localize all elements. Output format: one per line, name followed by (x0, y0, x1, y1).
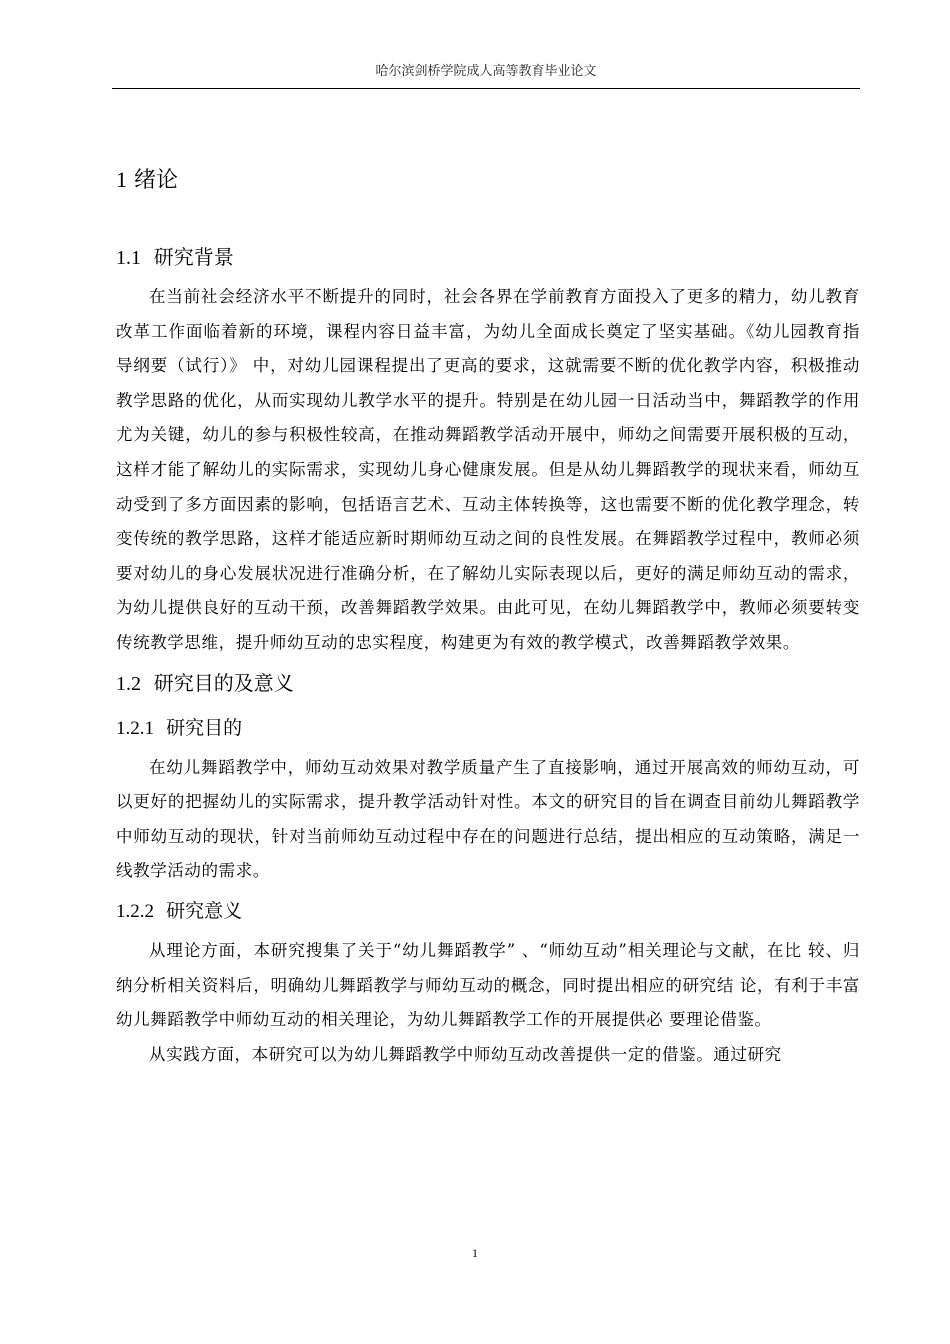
section-heading-1-1 (116, 237, 860, 278)
subsection-heading-1-2-1 (116, 708, 860, 749)
subsection-number: 1.2.2 (116, 900, 154, 922)
section-title: 研究背景 (153, 245, 234, 269)
purpose-paragraph: 在幼儿舞蹈教学中，师幼互动效果对教学质量产生了直接影响，通过开展高效的师幼互动，可以更好的把握幼儿的实际需求，提升教学活动针对性。本文的研究目的旨在调查目前幼儿舞蹈教学中师幼互动的现状，针对当前师幼互动过程中存在的问题进行总结，提出相应的互动策略，满足一线教学活动的需求。 (116, 757, 860, 881)
subsection-title: 研究意义 (166, 899, 243, 922)
subsection-number: 1.2.1 (116, 717, 154, 739)
section-heading-1-2 (116, 663, 860, 704)
section-number: 1.2 (116, 672, 141, 695)
section-title: 研究目的及意义 (153, 670, 294, 695)
subsection-title: 研究目的 (166, 716, 243, 739)
header-rule (112, 88, 860, 89)
chapter-title: 绪论 (134, 168, 179, 193)
section-number: 1.1 (116, 247, 141, 269)
document-body (116, 160, 860, 1072)
significance-paragraph-theory: 从理论方面，本研究搜集了关于“幼儿舞蹈教学” 、“师幼互动”相关理论与文献，在比 较、归纳分析相关资料后，明确幼儿舞蹈教学与师幼互动的概念，同时提出相应的研究结 论，有利于丰富幼儿舞蹈教学中师幼互动的相关理论，为幼儿舞蹈教学工作的开展提供必 要理论借鉴。 (116, 940, 860, 1030)
chapter-heading (116, 160, 860, 201)
page-number: 1 (472, 1246, 478, 1260)
significance-paragraph-practice: 从实践方面，本研究可以为幼儿舞蹈教学中师幼互动改善提供一定的借鉴。通过研究 (149, 1044, 782, 1064)
running-header: 哈尔滨剑桥学院成人高等教育毕业论文 (375, 64, 597, 79)
subsection-heading-1-2-2 (116, 891, 860, 932)
chapter-number: 1 (116, 167, 127, 192)
background-paragraph: 在当前社会经济水平不断提升的同时，社会各界在学前教育方面投入了更多的精力，幼儿教育改革工作面临着新的环境，课程内容日益丰富，为幼儿全面成长奠定了坚实基础。《幼儿园教育指导纲要（试行）》 中，对幼儿园课程提出了更高的要求，这就需要不断的优化教学内容，积极推动教学思路的优化，从而实现幼儿教学水平的提升。特别是在幼儿园一日活动当中，舞蹈教学的作用尤为关键，幼儿的参与积极性较高，在推动舞蹈教学活动开展中，师幼之间需要开展积极的互动，这样才能了解幼儿的实际需求，实现幼儿身心健康发展。但是从幼儿舞蹈教学的现状来看，师幼互动受到了多方面因素的影响，包括语言艺术、互动主体转换等，这也需要不断的优化教学理念，转变传统的教学思路，这样才能适应新时期师幼互动之间的良性发展。在舞蹈教学过程中，教师必须要对幼儿的身心发展状况进行准确分析，在了解幼儿实际表现以后，更好的满足师幼互动的需求，为幼儿提供良好的互动干预，改善舞蹈教学效果。由此可见，在幼儿舞蹈教学中，教师必须要转变传统教学思维，提升师幼互动的忠实程度，构建更为有效的教学模式，改善舞蹈教学效果。 (116, 287, 860, 652)
